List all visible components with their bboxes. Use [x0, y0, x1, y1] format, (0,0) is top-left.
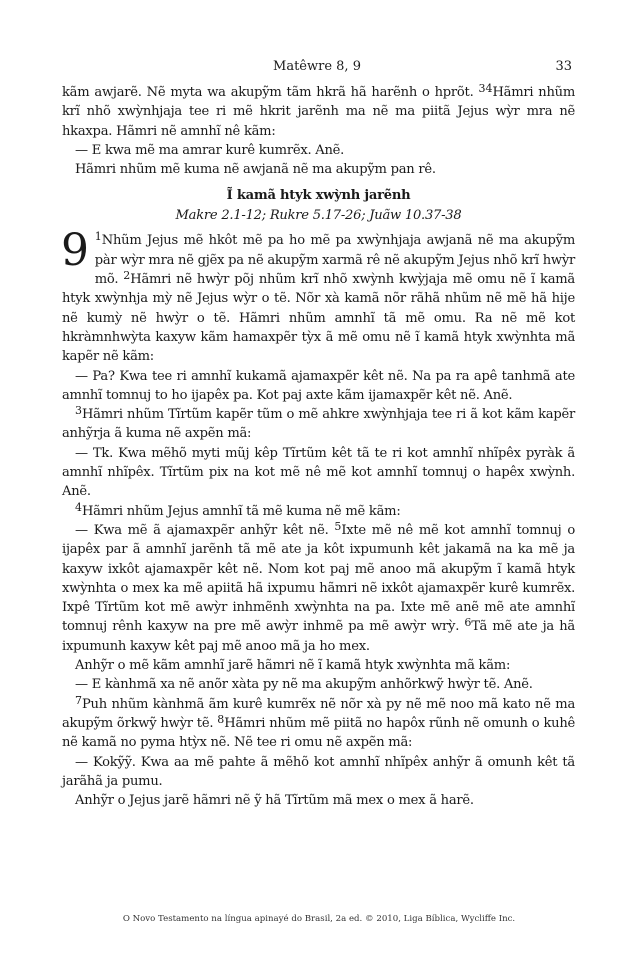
- paragraph: [62, 521, 575, 656]
- verse-text: Anhỹr o Jejus jarẽ hãmri nẽ ỹ hã Tĩrtũm mã mex o mex ã harẽ.: [75, 793, 474, 809]
- paragraph: [62, 141, 575, 160]
- paragraph: [62, 444, 575, 502]
- verse-number: 7: [75, 693, 82, 707]
- verse-text: — Tk. Kwa mẽhõ myti mũj kêp Tĩrtũm kêt tã te ri kot amnhĩ nhĩpêx pyràk ã amnhĩ nhĩpêx. Tĩrtũm pix na kot mẽ nê mẽ kot amnhĩ tomnuj o hapêx xwỳnh. Anẽ.: [62, 445, 575, 500]
- copyright-footer: O Novo Testamento na língua apinayé do Brasil, 2a ed. © 2010, Liga Bíblica, Wycliffe Inc.: [122, 914, 516, 924]
- verse-text: — Kokỹỹ. Kwa aa mẽ pahte ã mẽhõ kot amnhĩ nhĩpêx anhỹr ã omunh kêt tã jarãhã ja pumu.: [62, 754, 575, 789]
- paragraph: [62, 367, 575, 406]
- verse-text: Tã mẽ ate ja hã ixpumunh kaxyw kêt paj mẽ anoo mã ja ho mex.: [62, 619, 575, 654]
- paragraph: [62, 83, 575, 141]
- paragraph: [62, 675, 575, 694]
- chapter-8-ending: [62, 83, 575, 179]
- verse-number: 2: [123, 269, 131, 283]
- section-heading: Ĩ kamã htyk xwỳnh jarẽnh: [226, 188, 411, 204]
- verse-text: Anhỹr o mẽ kãm amnhĩ jarẽ hãmri nẽ ĩ kamã htyk xwỳnhta mã kãm:: [75, 658, 511, 674]
- book-reference: Matêwre 8, 9: [273, 59, 361, 74]
- verse-text: Hãmri nhũm krĩ nhõ xwỳnhjaja tee ri mẽ hkrit jarẽnh ma nẽ ma piitã Jejus wỳr mra nẽ hkaxpa. Hãmri nẽ amnhĩ nê kãm:: [62, 85, 576, 139]
- verse-text: Hãmri nhũm Tĩrtũm kapẽr tũm o mẽ ahkre xwỳnhjaja tee ri ã kot kãm kapẽr anhỹrja ã kuma nẽ axpẽn mã:: [62, 407, 575, 442]
- verse-number: 4: [75, 500, 82, 514]
- verse-text: Hãmri nhũm mẽ kuma nẽ awjanã nẽ ma akupỹm pan rê.: [75, 162, 436, 178]
- paragraph: [62, 656, 575, 675]
- verse-text: Ixte mẽ nê mẽ kot amnhĩ tomnuj o ijapêx par ã amnhĩ jarẽnh tã mẽ ate ja kôt ixpumunh kêt jakamã na ka mẽ ja kaxyw ixkôt ajamaxpẽr kêt nẽ. Nom kot paj mẽ anoo mã akupỹm ĩ kamã htyk xwỳnhta o mex ka mẽ apiitã hã ixpumu hãmri nẽ ixkôt ajamaxpẽr kurê kumrẽx. Ixpê Tĩrtũm kot mẽ awỳr inhmẽnh xwỳnhta na pa. Ixte mẽ anẽ mẽ ate amnhĩ tomnuj rênh kaxyw na pre mẽ awỳr inhmẽ pa mẽ awỳr wrỳ.: [62, 522, 575, 635]
- page-number: 33: [555, 59, 572, 74]
- chapter-9-text: [61, 225, 575, 810]
- verse-number: 34: [478, 82, 493, 95]
- paragraph: [62, 753, 575, 792]
- paragraph: [61, 225, 575, 366]
- verse-text: Puh nhũm kànhmã ãm kurê kumrẽx nẽ nõr xà py nẽ mẽ noo mã kato nẽ ma akupỹm õrkwỹ hwỳr tẽ.: [62, 696, 575, 731]
- paragraph: [62, 160, 575, 179]
- verse-text: — Pa? Kwa tee ri amnhĩ kukamã ajamaxpẽr kêt nẽ. Na pa ra apê tanhmã ate amnhĩ tomnuj to ho ijapêx pa. Kot paj axte kãm ijamaxpẽr kêt nẽ. Anẽ.: [62, 368, 575, 403]
- running-head: [62, 58, 572, 76]
- verse-number: 5: [334, 519, 342, 533]
- verse-number: 8: [217, 712, 225, 726]
- paragraph: [62, 695, 575, 753]
- verse-text: — E kwa mẽ ma amrar kurê kumrẽx. Anẽ.: [75, 142, 345, 158]
- page-body: [62, 83, 575, 810]
- chapter-number: 9: [61, 225, 89, 277]
- verse-text: Hãmri nẽ hwỳr põj nhũm krĩ nhõ xwỳnh kwỳjaja mẽ omu nẽ ĩ kamã htyk xwỳnhja mỳ nẽ Jejus wỳr o tẽ. Nõr xà kamã nõr rãhã nhũm nẽ mẽ hã hije nẽ kumỳ nẽ hwỳr o tẽ. Hãmri nhũm amnhĩ tã mẽ omu. Ra nẽ mẽ kot hkràmnhwỳta kaxyw kãm hamaxpẽr tỳx ã mẽ omu nẽ ĩ kamã htyk xwỳnhta mã kapẽr nẽ kãm:: [62, 272, 575, 365]
- verse-text: — Kwa mẽ ã ajamaxpẽr anhỹr kêt nẽ.: [75, 522, 335, 538]
- verse-text: — E kànhmã xa nẽ anõr xàta py nẽ ma akupỹm anhõrkwỹ hwỳr tẽ. Anẽ.: [75, 677, 533, 693]
- paragraph: [62, 502, 575, 521]
- verse-text: Nhũm Jejus mẽ hkôt mẽ pa ho mẽ pa xwỳnhjaja awjanã nẽ ma akupỹm pàr wỳr mra nẽ gjẽx pa nẽ akupỹm xarmã rê nẽ akupỹm Jejus nhõ krĩ hwỳr mõ.: [94, 233, 575, 288]
- verse-number: 1: [94, 230, 102, 244]
- paragraph: [62, 791, 575, 810]
- verse-text: Hãmri nhũm Jejus amnhĩ tã mẽ kuma nẽ mẽ kãm:: [82, 503, 401, 519]
- verse-text: Hãmri nhũm mẽ piitã no hapôx rũnh nẽ omunh o kuhê nẽ kamã no pyma htỳx nẽ. Nẽ tee ri omu nẽ axpẽn mã:: [62, 715, 575, 751]
- parallel-references: Makre 2.1-12; Rukre 5.17-26; Juãw 10.37-38: [175, 208, 462, 224]
- paragraph: [62, 405, 575, 444]
- verse-number: 6: [464, 616, 472, 630]
- verse-number: 3: [75, 404, 82, 418]
- verse-text: kãm awjarẽ. Nẽ myta wa akupỹm tãm hkrã hã harẽnh o hprõt.: [62, 85, 479, 100]
